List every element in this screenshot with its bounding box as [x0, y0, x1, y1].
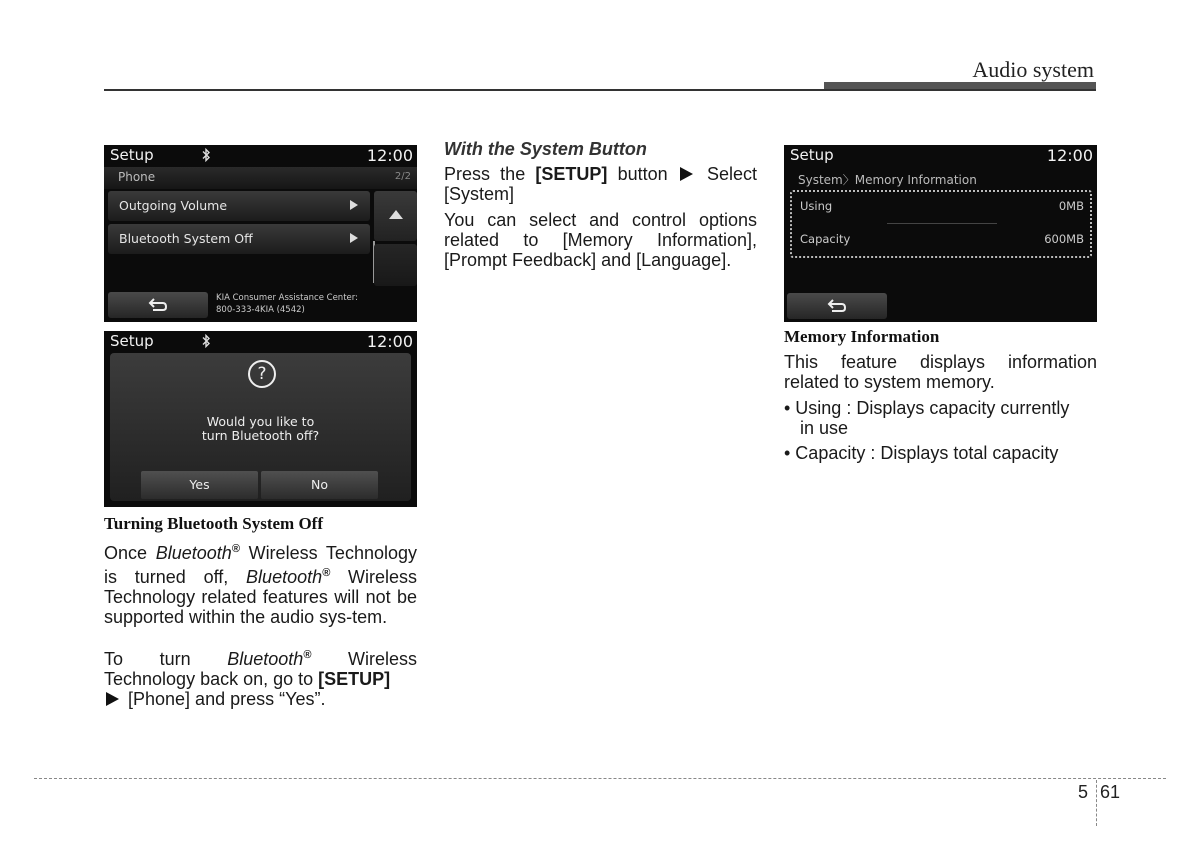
arrow-up-icon	[389, 210, 403, 219]
figure-caption: Memory Information	[784, 327, 940, 346]
memory-label: Using	[800, 199, 833, 213]
text-run: [Phone] and press “Yes”.	[123, 689, 326, 709]
memory-info-screen	[784, 145, 1097, 322]
clock: 12:00	[1046, 146, 1093, 165]
menu-item-label: Outgoing Volume	[119, 198, 228, 213]
text-run: Wireless Technology related features will not be supported within the audio sys-tem.	[104, 567, 417, 627]
confirm-dialog	[110, 353, 411, 501]
sub-header	[104, 167, 417, 189]
text-run: To turn	[104, 649, 228, 669]
section-title: Audio system	[972, 57, 1094, 82]
screen-title: Setup	[790, 146, 834, 164]
page-number: 61	[1100, 782, 1121, 802]
scroll-down-button[interactable]	[374, 244, 417, 286]
back-button[interactable]	[787, 293, 887, 319]
bullet-using-cont: in use	[800, 418, 849, 438]
bluetooth-term: Bluetooth	[155, 543, 232, 563]
bullet-using: • Using : Displays capacity currently	[784, 398, 1070, 418]
memory-info-panel	[790, 190, 1092, 258]
text-run: Press the	[444, 164, 536, 184]
sub-header-label: Phone	[118, 170, 156, 184]
text-run: Wireless Technology is turned off,	[104, 543, 417, 587]
arrow-right-icon	[350, 233, 358, 243]
memory-value: 600MB	[1044, 232, 1084, 246]
memory-row-using	[800, 199, 1084, 213]
dialog-message-line: turn Bluetooth off?	[201, 428, 320, 443]
assistance-info	[216, 292, 358, 316]
footer-divider	[1096, 780, 1097, 826]
setup-term: [SETUP]	[318, 669, 391, 689]
back-button[interactable]	[108, 292, 208, 318]
figure-caption: Turning Bluetooth System Off	[104, 514, 323, 533]
subheading: With the System Button	[444, 139, 647, 159]
registered-mark: ®	[322, 567, 331, 579]
question-icon: ?	[248, 360, 276, 388]
clock: 12:00	[366, 146, 413, 165]
screen-title: Setup	[110, 146, 154, 164]
yes-button[interactable]: Yes	[141, 471, 258, 499]
paragraph-options: You can select and control options related to [Memory Information], [Prompt Feedback] and [Language].	[444, 210, 757, 270]
chapter-number: 5	[1078, 782, 1089, 802]
registered-mark: ®	[231, 543, 240, 555]
no-button[interactable]: No	[261, 471, 378, 499]
menu-item-outgoing-volume[interactable]	[108, 191, 370, 221]
screen-title: Setup	[110, 332, 154, 350]
back-arrow-icon	[148, 298, 168, 312]
dialog-message-line: Would you like to	[206, 414, 315, 429]
bluetooth-icon	[201, 334, 211, 348]
bluetooth-term: Bluetooth	[246, 567, 323, 587]
text-run: button	[607, 164, 668, 184]
arrow-right-icon	[680, 167, 693, 181]
paragraph-bluetooth-on	[104, 645, 417, 709]
phone-setup-screen	[104, 145, 417, 322]
paragraph-memory: This feature displays information related to system memory.	[784, 352, 1097, 392]
assistance-label: KIA Consumer Assistance Center:	[216, 293, 358, 303]
text-run: Once	[104, 543, 156, 563]
menu-item-label: Bluetooth System Off	[119, 231, 253, 246]
back-arrow-icon	[827, 299, 847, 313]
menu-item-bluetooth-system-off[interactable]	[108, 224, 370, 254]
page-indicator: 2/2	[394, 171, 411, 182]
registered-mark: ®	[303, 649, 312, 661]
divider	[887, 223, 997, 224]
scroll-up-button[interactable]	[374, 191, 417, 241]
memory-label: Capacity	[800, 232, 851, 246]
arrow-right-icon	[350, 200, 358, 210]
arrow-right-icon	[106, 692, 119, 706]
bluetooth-icon	[201, 148, 211, 162]
dialog-message	[110, 415, 411, 443]
bluetooth-off-dialog-screen	[104, 331, 417, 507]
assistance-phone: 800-333-4KIA (4542)	[216, 305, 305, 315]
paragraph-bluetooth-off	[104, 539, 417, 627]
text-run: Wireless Technology back on, go to	[104, 649, 417, 689]
header-rule	[104, 89, 1096, 91]
memory-value: 0MB	[1058, 199, 1084, 213]
footer-rule	[34, 778, 1166, 779]
text-run: Select [System]	[444, 164, 757, 204]
clock: 12:00	[366, 332, 413, 351]
setup-term: [SETUP]	[535, 164, 608, 184]
paragraph-system-button	[444, 164, 757, 204]
breadcrumb: System〉Memory Information	[798, 173, 977, 187]
bullet-capacity: • Capacity : Displays total capacity	[784, 443, 1059, 463]
bluetooth-term: Bluetooth	[227, 649, 304, 669]
memory-row-capacity	[800, 232, 1084, 246]
